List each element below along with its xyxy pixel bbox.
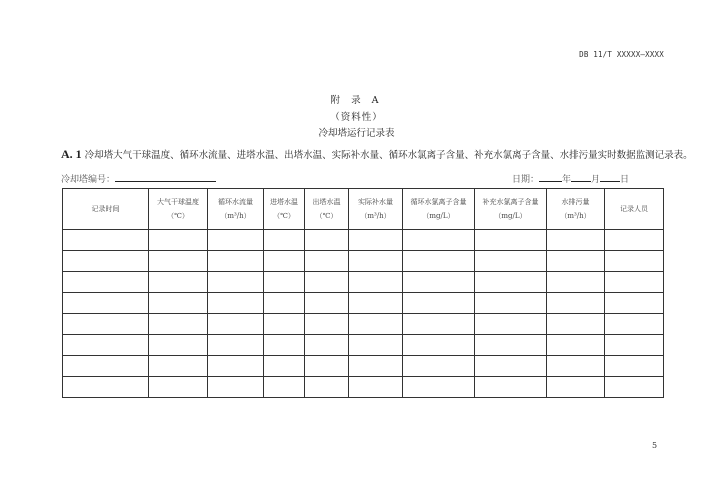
table-cell[interactable] xyxy=(547,230,605,251)
table-cell[interactable] xyxy=(208,251,264,272)
table-cell[interactable] xyxy=(349,230,403,251)
table-row xyxy=(63,377,664,398)
document-id: DB 11/T XXXXX—XXXX xyxy=(579,50,664,59)
table-cell[interactable] xyxy=(605,314,664,335)
table-cell[interactable] xyxy=(264,251,305,272)
col-header-recorder: 记录人员 xyxy=(605,189,664,230)
table-cell[interactable] xyxy=(349,335,403,356)
intro-paragraph xyxy=(61,147,693,162)
table-cell[interactable] xyxy=(349,314,403,335)
table-cell[interactable] xyxy=(403,377,475,398)
table-cell[interactable] xyxy=(475,251,547,272)
table-cell[interactable] xyxy=(149,335,208,356)
table-cell[interactable] xyxy=(349,356,403,377)
table-cell[interactable] xyxy=(149,314,208,335)
day-label: 日 xyxy=(620,175,630,185)
table-cell[interactable] xyxy=(475,356,547,377)
month-label: 月 xyxy=(591,175,601,185)
col-header-outlet-temp: 出塔水温 （℃） xyxy=(305,189,349,230)
page-number: 5 xyxy=(652,441,658,450)
table-cell[interactable] xyxy=(475,314,547,335)
table-cell[interactable] xyxy=(349,272,403,293)
table-cell[interactable] xyxy=(475,230,547,251)
table-cell[interactable] xyxy=(403,230,475,251)
table-cell[interactable] xyxy=(63,251,149,272)
table-cell[interactable] xyxy=(208,377,264,398)
section-number: A. 1 xyxy=(61,147,82,161)
col-header-circulating-chloride: 循环水氯离子含量 （mg/L） xyxy=(403,189,475,230)
table-cell[interactable] xyxy=(605,251,664,272)
tower-id-label: 冷却塔编号： xyxy=(61,175,116,185)
table-cell[interactable] xyxy=(149,293,208,314)
table-cell[interactable] xyxy=(305,377,349,398)
col-header-record-time: 记录时间 xyxy=(63,189,149,230)
table-cell[interactable] xyxy=(208,335,264,356)
table-cell[interactable] xyxy=(547,293,605,314)
table-row xyxy=(63,314,664,335)
appendix-title: 附 录 A xyxy=(330,95,383,106)
table-header-row xyxy=(63,189,664,230)
table-cell[interactable] xyxy=(403,314,475,335)
col-header-circulating-flow: 循环水流量 （m³/h） xyxy=(208,189,264,230)
table-cell[interactable] xyxy=(403,272,475,293)
table-cell[interactable] xyxy=(605,356,664,377)
table-title: 冷却塔运行记录表 xyxy=(318,128,395,139)
date-field xyxy=(512,171,629,185)
table-cell[interactable] xyxy=(63,230,149,251)
table-cell[interactable] xyxy=(264,377,305,398)
table-cell[interactable] xyxy=(63,377,149,398)
table-cell[interactable] xyxy=(208,230,264,251)
table-cell[interactable] xyxy=(547,335,605,356)
table-cell[interactable] xyxy=(349,293,403,314)
table-cell[interactable] xyxy=(403,335,475,356)
tower-id-blank xyxy=(115,171,216,182)
table-cell[interactable] xyxy=(305,293,349,314)
table-cell[interactable] xyxy=(547,314,605,335)
table-cell[interactable] xyxy=(475,272,547,293)
col-header-makeup-water: 实际补水量 （m³/h） xyxy=(349,189,403,230)
table-cell[interactable] xyxy=(63,293,149,314)
table-cell[interactable] xyxy=(208,356,264,377)
table-cell[interactable] xyxy=(208,293,264,314)
table-row xyxy=(63,251,664,272)
table-cell[interactable] xyxy=(305,314,349,335)
table-cell[interactable] xyxy=(264,335,305,356)
intro-text: 冷却塔大气干球温度、循环水流量、进塔水温、出塔水温、实际补水量、循环水氯离子含量、补充水氯离子含量、水排污量实时数据监测记录表。 xyxy=(84,150,693,161)
record-table xyxy=(62,188,664,398)
table-row xyxy=(63,335,664,356)
table-cell[interactable] xyxy=(403,356,475,377)
table-cell[interactable] xyxy=(149,377,208,398)
table-cell[interactable] xyxy=(475,335,547,356)
table-cell[interactable] xyxy=(264,314,305,335)
table-cell[interactable] xyxy=(149,272,208,293)
table-cell[interactable] xyxy=(475,377,547,398)
table-row xyxy=(63,230,664,251)
col-header-makeup-chloride: 补充水氯离子含量 （mg/L） xyxy=(475,189,547,230)
table-cell[interactable] xyxy=(605,293,664,314)
table-cell[interactable] xyxy=(305,230,349,251)
col-header-dry-bulb-temp: 大气干球温度 （℃） xyxy=(149,189,208,230)
table-cell[interactable] xyxy=(305,335,349,356)
table-cell[interactable] xyxy=(349,251,403,272)
table-cell[interactable] xyxy=(547,272,605,293)
table-row xyxy=(63,293,664,314)
day-blank xyxy=(600,171,620,182)
table-cell[interactable] xyxy=(63,272,149,293)
month-blank xyxy=(571,171,591,182)
table-cell[interactable] xyxy=(547,251,605,272)
table-cell[interactable] xyxy=(149,356,208,377)
table-row xyxy=(63,356,664,377)
table-cell[interactable] xyxy=(605,230,664,251)
table-cell[interactable] xyxy=(403,251,475,272)
table-cell[interactable] xyxy=(264,230,305,251)
table-cell[interactable] xyxy=(149,230,208,251)
table-cell[interactable] xyxy=(305,272,349,293)
year-blank xyxy=(539,171,562,182)
tower-id-field xyxy=(61,171,216,185)
table-cell[interactable] xyxy=(605,377,664,398)
table-cell[interactable] xyxy=(605,335,664,356)
table-cell[interactable] xyxy=(605,272,664,293)
table-cell[interactable] xyxy=(208,272,264,293)
table-cell[interactable] xyxy=(63,335,149,356)
table-cell[interactable] xyxy=(63,314,149,335)
table-cell[interactable] xyxy=(403,293,475,314)
table-cell[interactable] xyxy=(63,356,149,377)
table-cell[interactable] xyxy=(349,377,403,398)
appendix-subtitle: （资料性） xyxy=(330,112,383,123)
table-cell[interactable] xyxy=(475,293,547,314)
table-cell[interactable] xyxy=(264,272,305,293)
table-cell[interactable] xyxy=(547,377,605,398)
table-cell[interactable] xyxy=(149,251,208,272)
col-header-blowdown: 水排污量 （m³/h） xyxy=(547,189,605,230)
table-cell[interactable] xyxy=(547,356,605,377)
table-cell[interactable] xyxy=(305,251,349,272)
table-row xyxy=(63,272,664,293)
table-cell[interactable] xyxy=(264,356,305,377)
date-label: 日期： xyxy=(512,175,540,185)
table-cell[interactable] xyxy=(208,314,264,335)
table-cell[interactable] xyxy=(264,293,305,314)
table-cell[interactable] xyxy=(305,356,349,377)
col-header-inlet-temp: 进塔水温 （℃） xyxy=(264,189,305,230)
year-label: 年 xyxy=(562,175,572,185)
